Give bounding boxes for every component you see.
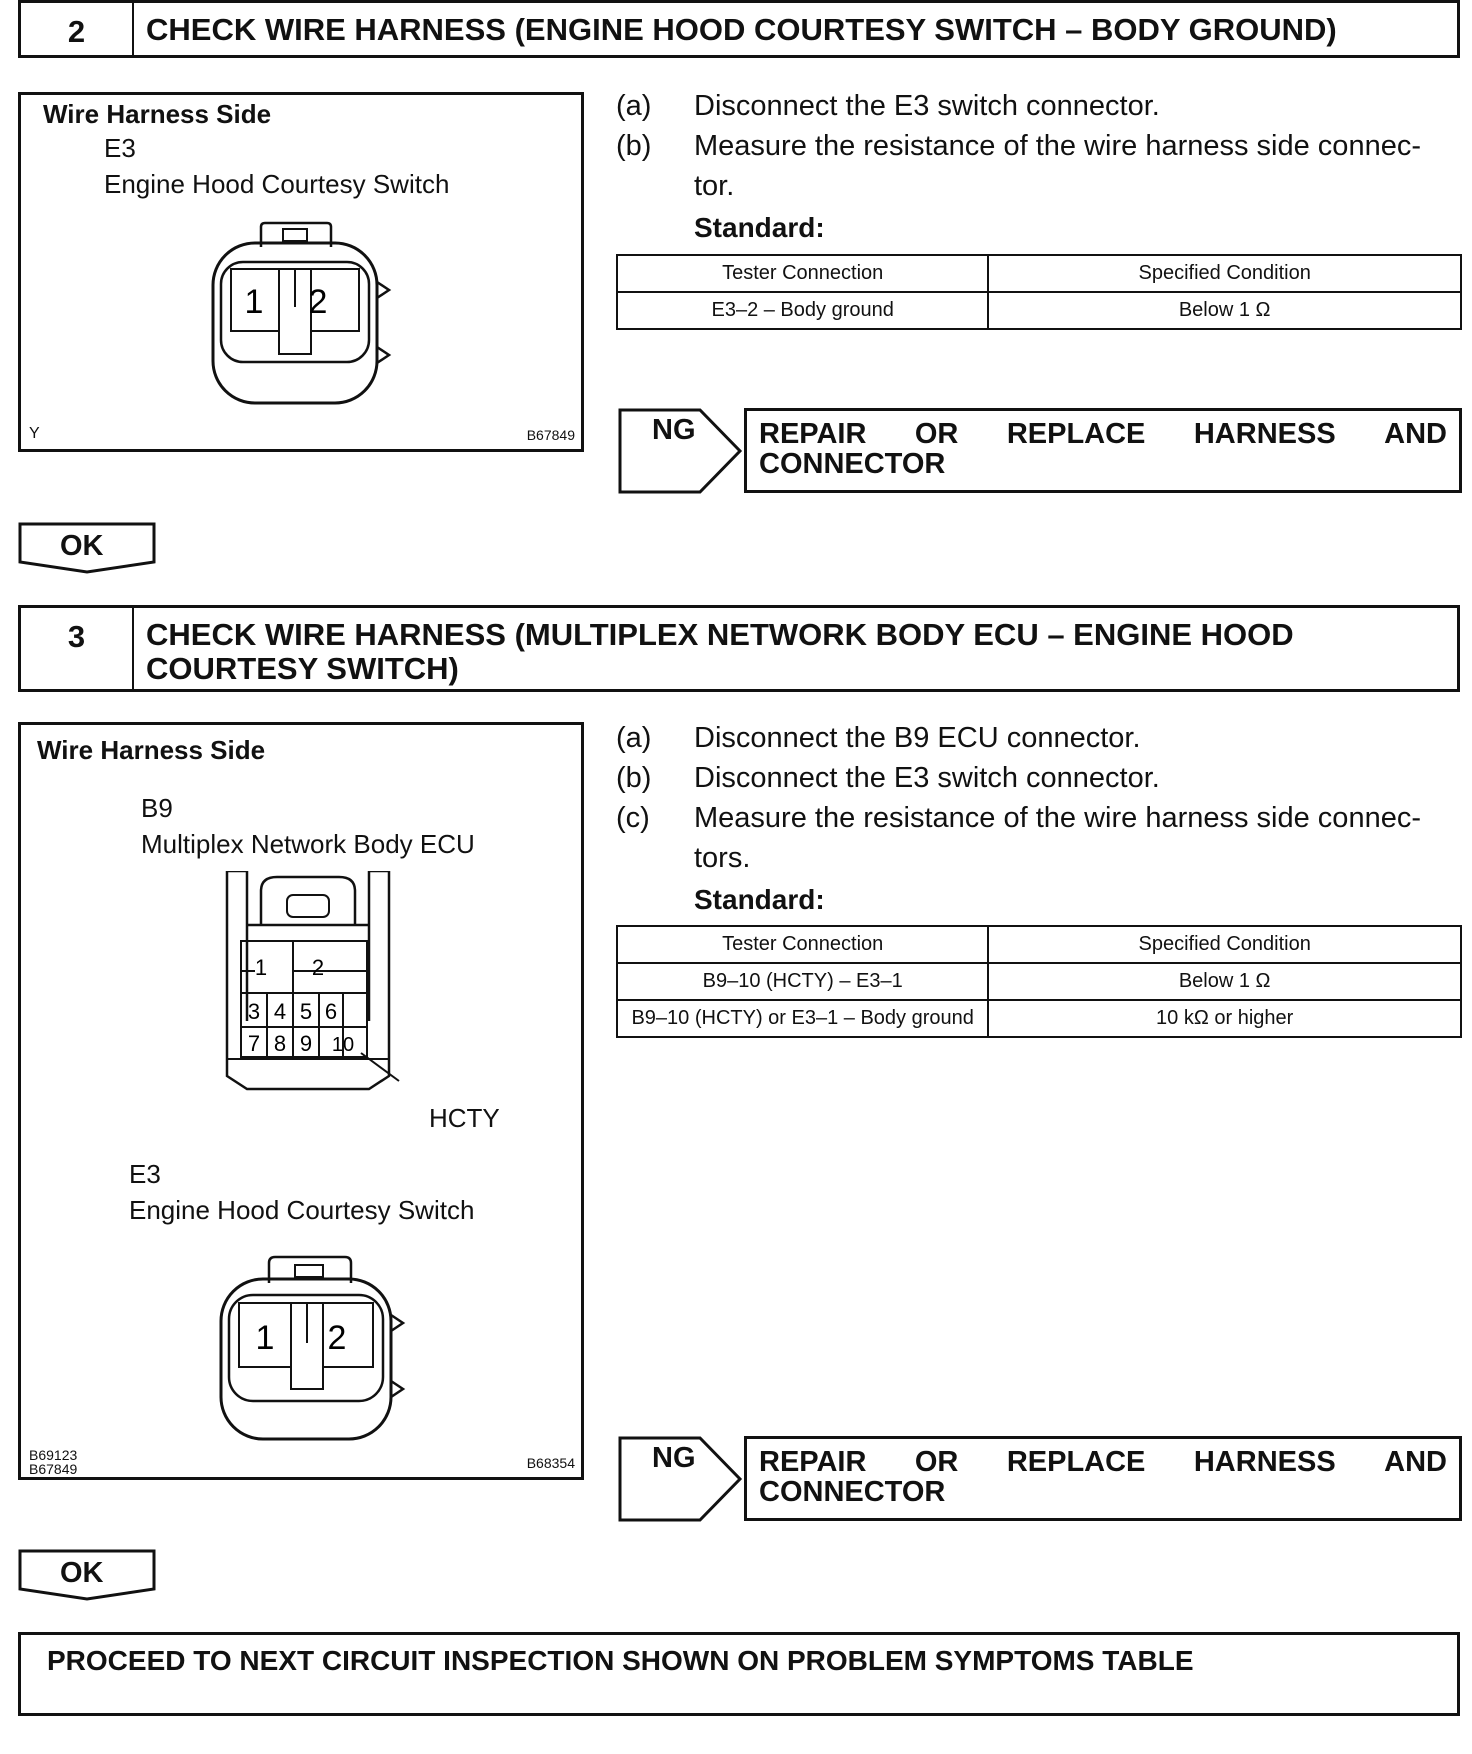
figure-code-right: B68354: [526, 1455, 575, 1471]
connector-name: Engine Hood Courtesy Switch: [104, 169, 450, 199]
figure-code: B67849: [526, 427, 575, 443]
table-row: E3–2 – Body ground Below 1 Ω: [617, 292, 1461, 329]
step-3-figure: [18, 722, 584, 1480]
e3-pin-2: 2: [327, 1319, 347, 1357]
b9-pin-2: 2: [311, 955, 325, 980]
b9-pin-6: 6: [324, 999, 338, 1024]
ng-action: REPAIR OR REPLACE HARNESS AND CONNECTOR: [744, 408, 1462, 493]
b9-pin-5: 5: [299, 999, 313, 1024]
step-3-header: [18, 605, 1460, 692]
ok-label: OK: [60, 1557, 104, 1589]
b9-connector-diagram: [221, 871, 401, 1131]
ng-action: REPAIR OR REPLACE HARNESS AND CONNECTOR: [744, 1436, 1462, 1521]
instruction-c: (c) Measure the resistance of the wire harness side connec-: [616, 802, 1421, 834]
step-2-number: 2: [21, 3, 134, 55]
instruction-c-cont: tors.: [694, 842, 751, 874]
figure-title: Wire Harness Side: [37, 735, 266, 765]
switch-name: Engine Hood Courtesy Switch: [129, 1195, 475, 1225]
step-2-header: [18, 0, 1460, 58]
b9-pin-9: 9: [299, 1031, 313, 1056]
instruction-a: (a) Disconnect the E3 switch connector.: [616, 90, 1160, 122]
instruction-a: (a) Disconnect the B9 ECU connector.: [616, 722, 1141, 754]
step-2-title: CHECK WIRE HARNESS (ENGINE HOOD COURTESY SWITCH – BODY GROUND): [146, 12, 1337, 47]
ecu-code: B9: [141, 793, 173, 823]
instruction-b: (b) Measure the resistance of the wire harness side connec-: [616, 130, 1421, 162]
e3-pin-2: 2: [308, 283, 328, 321]
step-3-instructions: [616, 718, 1462, 920]
ok-label: OK: [60, 530, 104, 562]
instruction-b-cont: tor.: [694, 170, 735, 202]
b9-pin-3: 3: [247, 999, 261, 1024]
step-2-instructions: [616, 86, 1462, 248]
final-instruction: PROCEED TO NEXT CIRCUIT INSPECTION SHOWN ON PROBLEM SYMPTOMS TABLE: [18, 1632, 1460, 1716]
b9-pin-10: 10: [331, 1034, 355, 1056]
step-2-spec-table: [616, 254, 1462, 330]
standard-label: Standard:: [694, 884, 825, 915]
standard-label: Standard:: [694, 212, 825, 243]
b9-pin-7: 7: [247, 1031, 261, 1056]
b9-pin-8: 8: [273, 1031, 287, 1056]
b9-pin-1: 1: [254, 955, 268, 980]
ng-label: NG: [652, 414, 696, 446]
figure-code-left-1: B69123: [29, 1447, 78, 1463]
e3-connector-diagram: [213, 1243, 413, 1443]
table-header-row: Tester Connection Specified Condition: [617, 926, 1461, 963]
step-3-number: 3: [21, 608, 134, 689]
step-3-title: CHECK WIRE HARNESS (MULTIPLEX NETWORK BODY ECU – ENGINE HOOD COURTESY SWITCH): [146, 617, 1294, 686]
figure-code-left-2: B67849: [29, 1461, 78, 1477]
e3-connector-diagram: [201, 207, 401, 407]
b9-pin-4: 4: [273, 999, 287, 1024]
hcty-label: HCTY: [429, 1103, 500, 1133]
instruction-b: (b) Disconnect the E3 switch connector.: [616, 762, 1160, 794]
e3-pin-1: 1: [255, 1319, 275, 1357]
switch-code: E3: [129, 1159, 161, 1189]
ng-label: NG: [652, 1442, 696, 1474]
ecu-name: Multiplex Network Body ECU: [141, 829, 475, 859]
table-header-row: Tester Connection Specified Condition: [617, 255, 1461, 292]
table-row: B9–10 (HCTY) – E3–1 Below 1 Ω: [617, 963, 1461, 1000]
figure-title: Wire Harness Side: [43, 99, 272, 129]
table-row: B9–10 (HCTY) or E3–1 – Body ground 10 kΩ or higher: [617, 1000, 1461, 1037]
figure-corner-left: Y: [29, 425, 40, 442]
step-2-figure: [18, 92, 584, 452]
e3-pin-1: 1: [244, 283, 264, 321]
step-3-spec-table: [616, 925, 1462, 1038]
connector-code: E3: [104, 133, 136, 163]
